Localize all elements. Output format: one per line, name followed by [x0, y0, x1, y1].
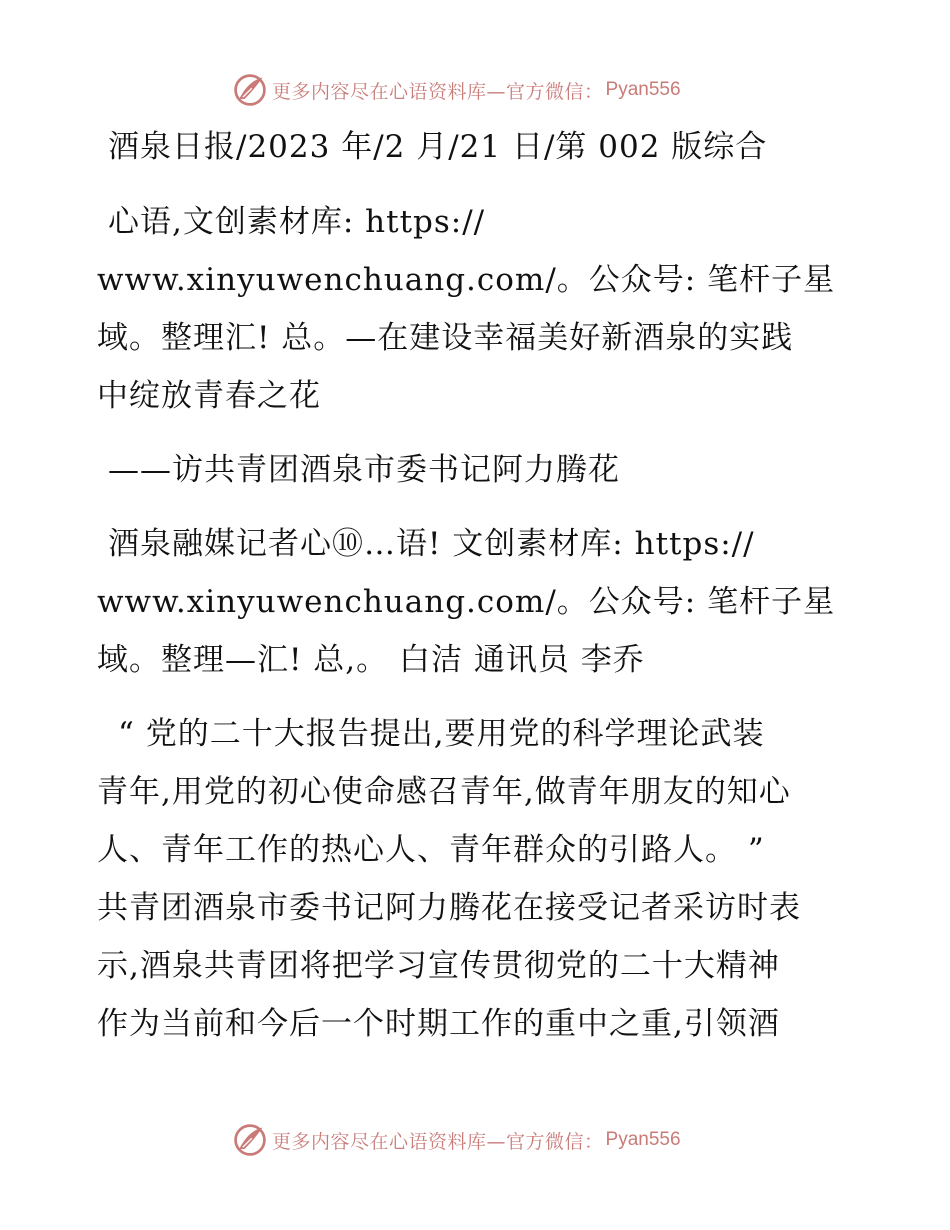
body-line: www.xinyuwenchuang.com/。公众号: 笔杆子星 [97, 262, 836, 298]
paragraph-line: 作为当前和今后一个时期工作的重中之重,引领酒 [97, 1006, 780, 1042]
pen-logo-icon [232, 72, 268, 108]
paragraph-line: “ 党的二十大报告提出,要用党的科学理论武装 [118, 716, 765, 752]
watermark-text: 更多内容尽在心语资料库—官方微信： [272, 80, 604, 103]
subtitle-line: ——访共青团酒泉市委书记阿力腾花 [108, 452, 620, 488]
paragraph-line: 共青团酒泉市委书记阿力腾花在接受记者采访时表 [97, 890, 801, 926]
paragraph-line: 青年,用党的初心使命感召青年,做青年朋友的知心 [97, 774, 791, 810]
paragraph-line: 人、青年工作的热心人、青年群众的引路人。 ” [97, 832, 765, 868]
body-line: 心语,文创素材库: https:// [108, 204, 486, 240]
top-watermark [232, 70, 681, 110]
body-line: 域。整理汇! 总。—在建设幸福美好新酒泉的实践 [97, 320, 794, 356]
body-line: 酒泉融媒记者心⑩…语! 文创素材库: https:// [108, 526, 755, 562]
watermark-id: Pyan556 [605, 79, 681, 100]
watermark-text: 更多内容尽在心语资料库—官方微信： [272, 1130, 604, 1153]
paragraph-line: 示,酒泉共青团将把学习宣传贯彻党的二十大精神 [97, 948, 780, 984]
watermark-id: Pyan556 [605, 1129, 681, 1150]
bottom-watermark [232, 1120, 681, 1160]
dateline: 酒泉日报/2023 年/2 月/21 日/第 002 版综合 [108, 129, 768, 165]
pen-logo-icon [232, 1122, 268, 1158]
body-line: www.xinyuwenchuang.com/。公众号: 笔杆子星 [97, 584, 836, 620]
body-line: 域。整理—汇! 总,。 白洁 通讯员 李乔 [97, 642, 645, 678]
body-line: 中绽放青春之花 [97, 378, 321, 414]
